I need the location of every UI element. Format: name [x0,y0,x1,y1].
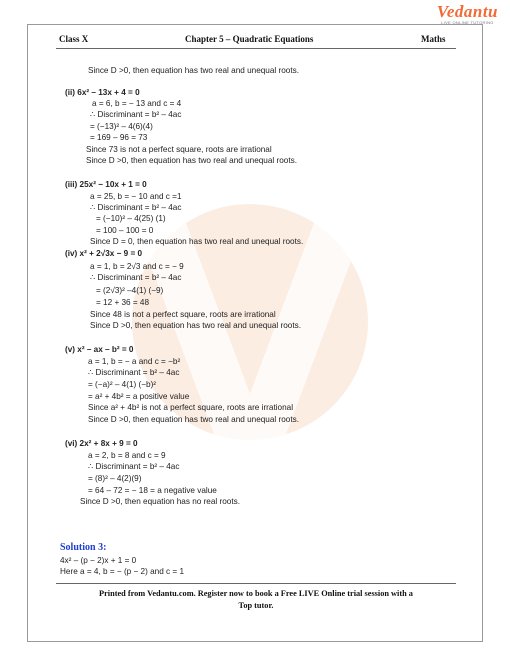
text-line: ∴ Discriminant = b² – 4ac [90,110,182,119]
footer-promo-link[interactable]: Printed from Vedantu.com. Register now to book a Free LIVE Online trial session with a [99,589,413,598]
solution-line: 4x² – (p − 2)x + 1 = 0 [60,556,137,565]
text-line: = a² + 4b² = a positive value [88,392,190,401]
solution-line: Here a = 4, b = − (p − 2) and c = 1 [60,567,185,576]
text-line: a = 6, b = − 13 and c = 4 [92,99,182,108]
problem-heading: (iv) x² + 2√3x − 9 = 0 [65,249,143,258]
text-line: Since 48 is not a perfect square, roots are irrational [90,310,276,319]
text-line: ∴ Discriminant = b² – 4ac [88,368,180,377]
text-line: = 12 + 36 = 48 [96,298,150,307]
problem-heading: (iii) 25x² − 10x + 1 = 0 [65,180,147,189]
text-line: = (−10)² – 4(25) (1) [96,214,166,223]
vedantu-logo[interactable] [437,2,498,25]
text-line: Since D >0, then equation has two real and unequal roots. [88,415,299,424]
text-line: = (−a)² – 4(1) (−b)² [88,380,157,389]
logo-wordmark: Vedantu [436,2,498,21]
text-line: = (−13)² – 4(6)(4) [90,122,153,131]
text-line: a = 1, b = 2√3 and c = − 9 [90,262,184,271]
text-line: Since D >0, then equation has no real roots. [80,497,240,506]
text-line: ∴ Discriminant = b² – 4ac [90,273,182,282]
header-chapter: Chapter 5 – Quadratic Equations [185,34,314,44]
text-line: Since D = 0, then equation has two real and unequal roots. [90,237,304,246]
solution-heading: Solution 3: [60,542,107,553]
footer-divider [56,583,456,584]
header-subject: Maths [421,34,446,44]
text-line: ∴ Discriminant = b² – 4ac [90,203,182,212]
text-line: Since D >0, then equation has two real and unequal roots. [88,66,299,75]
text-line: = (2√3)² –4(1) (−9) [96,286,164,295]
text-line: = (8)² – 4(2)(9) [88,474,142,483]
header-class: Class X [59,34,89,44]
footer-promo-link-cont[interactable]: Top tutor. [238,601,274,610]
problem-heading: (v) x² – ax – b² = 0 [65,345,134,354]
header-divider [56,48,456,49]
text-line: = 169 – 96 = 73 [90,133,148,142]
text-line: Since D >0, then equation has two real and unequal roots. [90,321,301,330]
text-line: a = 2, b = 8 and c = 9 [88,451,166,460]
text-line: Since D >0, then equation has two real and unequal roots. [86,156,297,165]
problem-heading: (vi) 2x² + 8x + 9 = 0 [65,439,138,448]
text-line: ∴ Discriminant = b² – 4ac [88,462,180,471]
text-line: Since a² + 4b² is not a perfect square, roots are irrational [88,403,294,412]
text-line: a = 25, b = − 10 and c =1 [90,192,182,201]
text-line: = 100 – 100 = 0 [96,226,154,235]
text-line: = 64 – 72 = − 18 = a negative value [88,486,217,495]
problem-heading: (ii) 6x² – 13x + 4 = 0 [65,88,140,97]
text-line: Since 73 is not a perfect square, roots are irrational [86,145,272,154]
text-line: a = 1, b = − a and c = −b² [88,357,181,366]
logo-tagline: LIVE ONLINE TUTORING [441,20,494,25]
